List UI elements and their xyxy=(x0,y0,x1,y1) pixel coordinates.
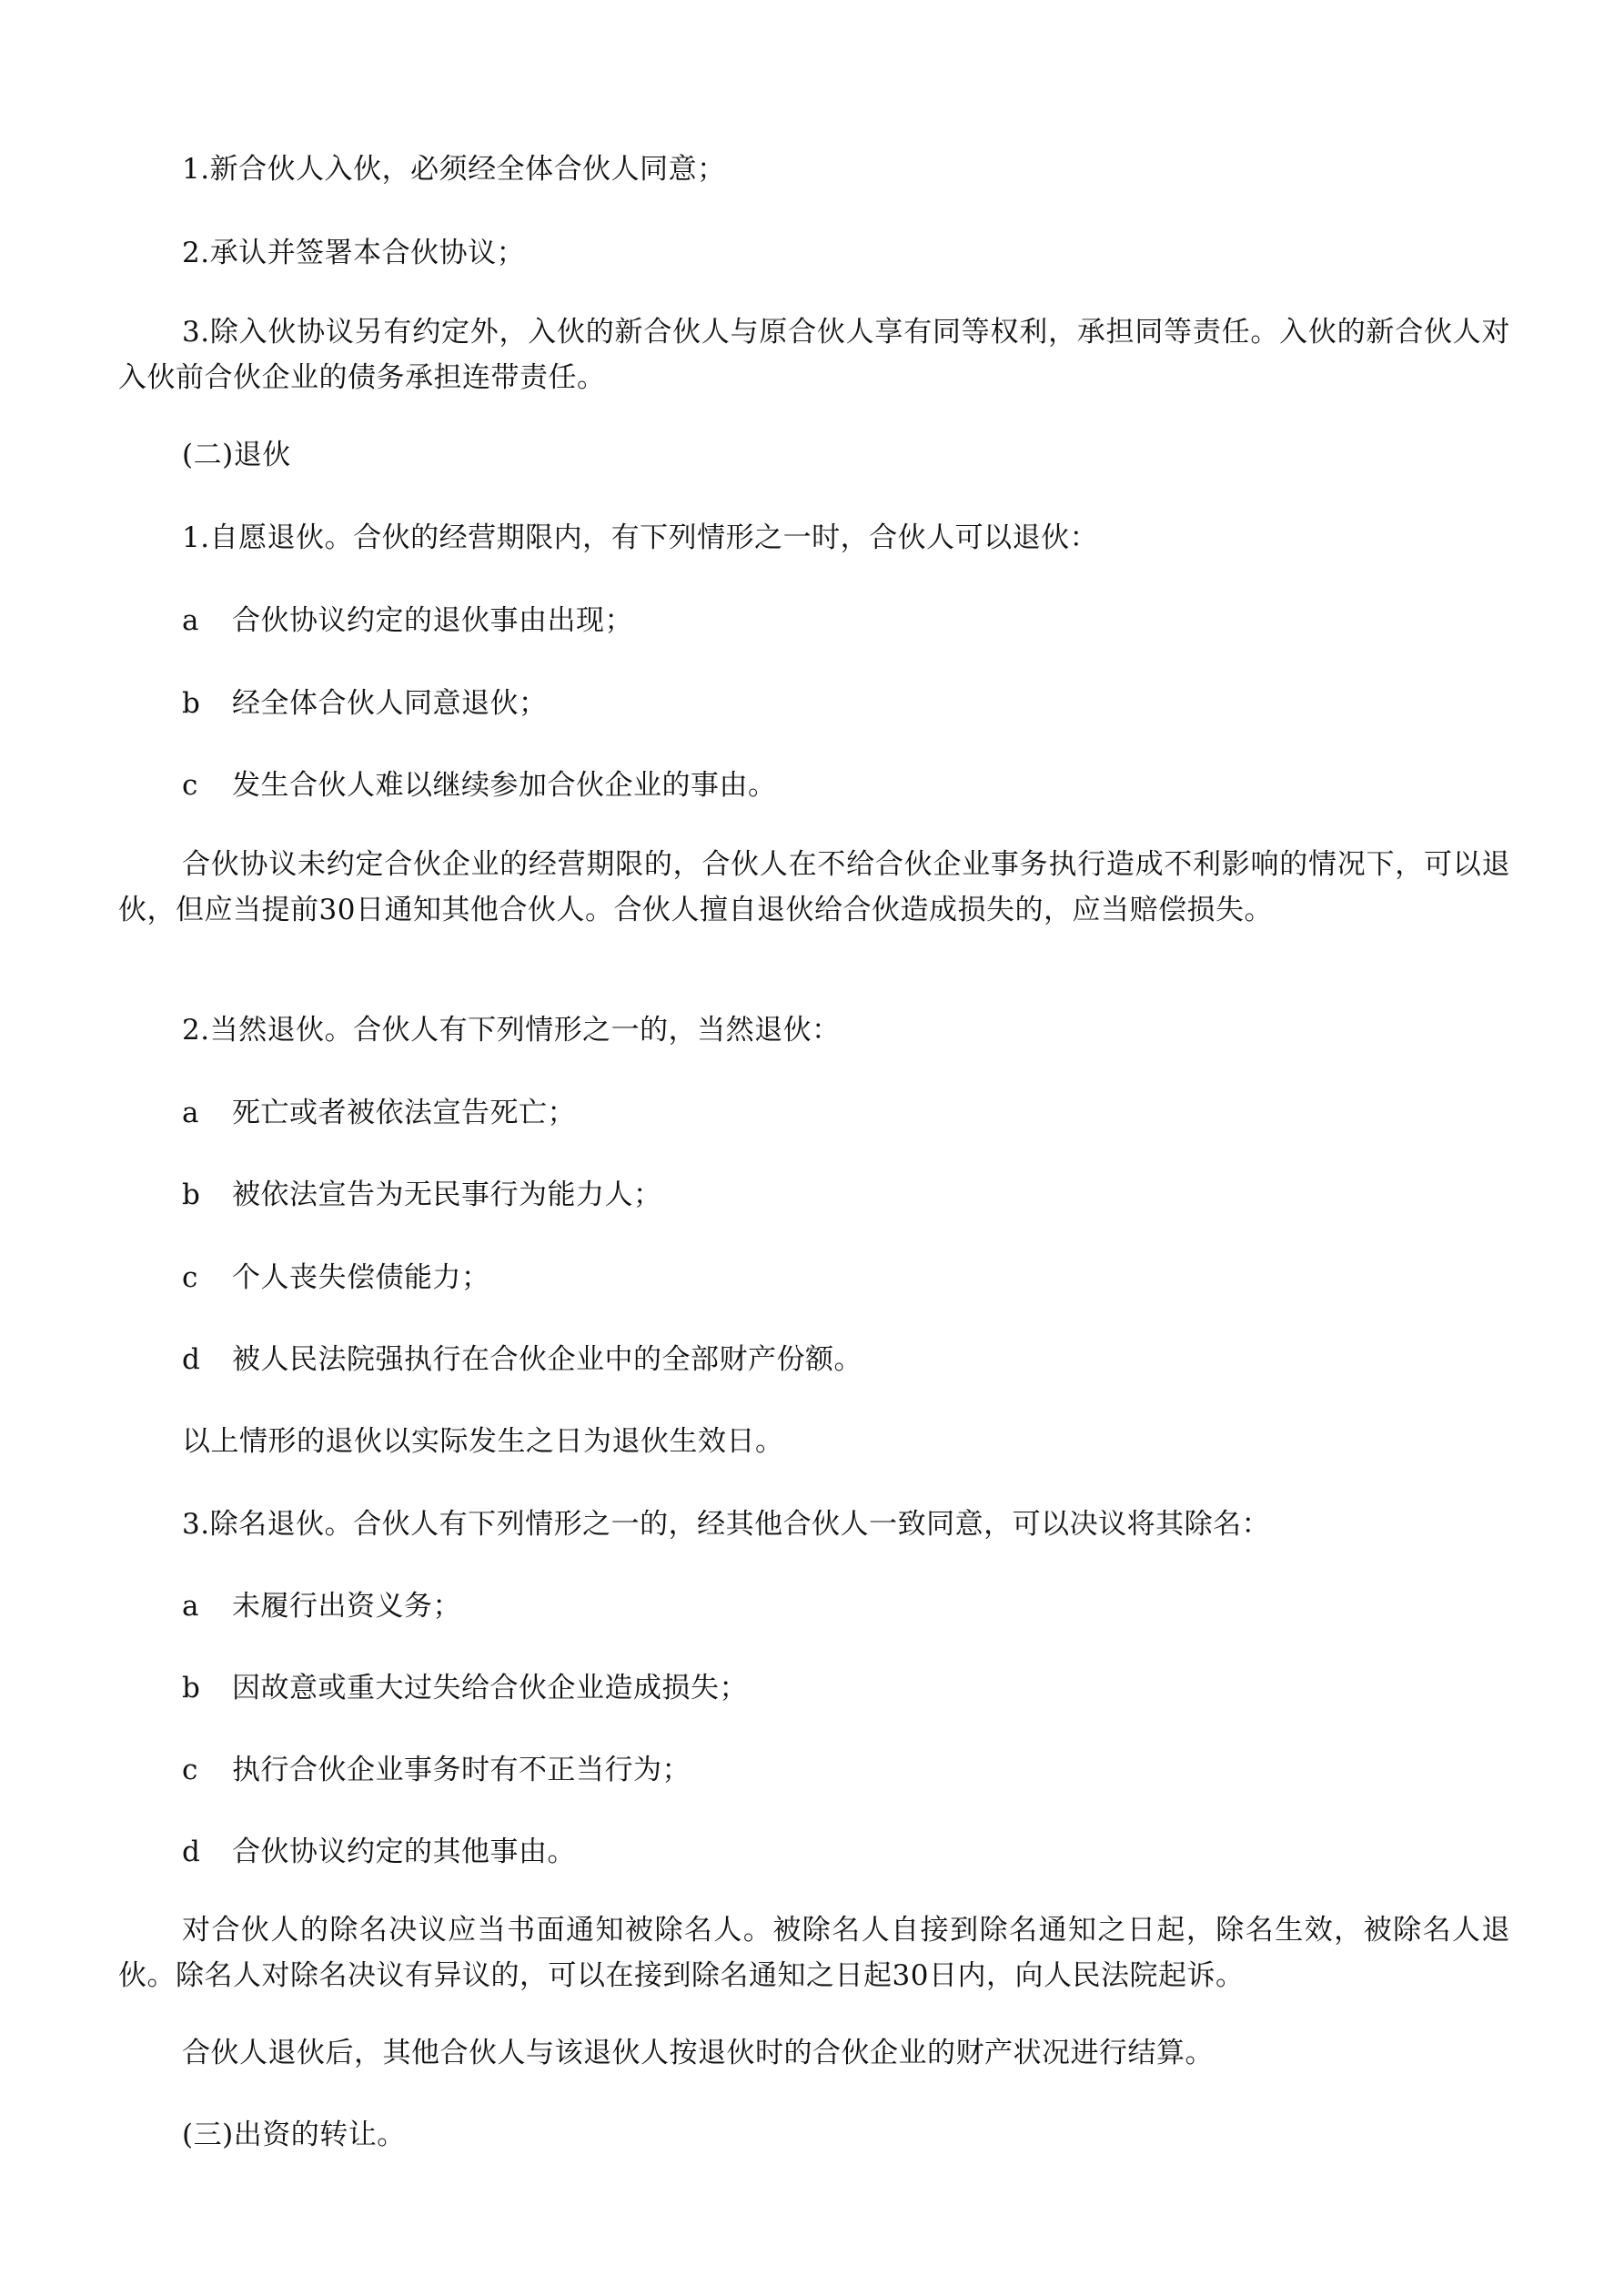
paragraph-equal-rights: 3.除入伙协议另有约定外，入伙的新合伙人与原合伙人享有同等权利，承担同等责任。入伙的新合伙人对入伙前合伙企业的债务承担连带责任。 xyxy=(118,316,1510,394)
list-item-text: 因故意或重大过失给合伙企业造成损失； xyxy=(232,1672,748,1704)
list-item-label: b xyxy=(182,1672,201,1704)
list-item-label: a xyxy=(182,1097,199,1129)
paragraph-effective-date: 以上情形的退伙以实际发生之日为退伙生效日。 xyxy=(182,1425,784,1458)
list-item xyxy=(182,1583,461,1629)
list-item-label: b xyxy=(182,1178,201,1211)
list-item xyxy=(182,1337,862,1382)
list-item-text: 被依法宣告为无民事行为能力人； xyxy=(232,1178,662,1211)
paragraph-sign-agreement: 2.承认并签署本合伙协议； xyxy=(182,237,526,269)
list-item-label: c xyxy=(182,769,198,802)
list-item xyxy=(182,681,548,726)
list-item-label: b xyxy=(182,687,201,720)
list-item xyxy=(182,763,777,808)
paragraph-settlement: 合伙人退伙后，其他合伙人与该退伙人按退伙时的合伙企业的财产状况进行结算。 xyxy=(182,2037,1214,2069)
paragraph-unspecified-term: 合伙协议未约定合伙企业的经营期限的，合伙人在不给合伙企业事务执行造成不利影响的情况下，可以退伙，但应当提前30日通知其他合伙人。合伙人擅自退伙给合伙造成损失的，应当赔偿损失。 xyxy=(118,848,1510,926)
list-item-text: 被人民法院强执行在合伙企业中的全部财产份额。 xyxy=(232,1343,862,1376)
list-item xyxy=(182,1255,490,1300)
paragraph-voluntary-withdrawal: 1.自愿退伙。合伙的经营期限内，有下列情形之一时，合伙人可以退伙： xyxy=(182,521,1099,554)
list-item xyxy=(182,598,633,643)
list-item-text: 未履行出资义务； xyxy=(232,1590,461,1623)
paragraph-expulsion: 3.除名退伙。合伙人有下列情形之一的，经其他合伙人一致同意，可以决议将其除名： xyxy=(182,1508,1271,1541)
list-item-text: 发生合伙人难以继续参加合伙企业的事由。 xyxy=(232,769,777,802)
paragraph-expulsion-notice: 对合伙人的除名决议应当书面通知被除名人。被除名人自接到除名通知之日起，除名生效，被除名人退伙。除名人对除名决议有异议的，可以在接到除名通知之日起30日内，向人民法院起诉。 xyxy=(118,1914,1510,1992)
list-item-text: 死亡或者被依法宣告死亡； xyxy=(232,1097,576,1129)
list-item-label: d xyxy=(182,1343,201,1376)
paragraph-automatic-withdrawal: 2.当然退伙。合伙人有下列情形之一的，当然退伙： xyxy=(182,1014,841,1047)
paragraph-join-consent: 1.新合伙人入伙，必须经全体合伙人同意； xyxy=(182,153,726,186)
list-item-label: c xyxy=(182,1754,198,1786)
list-item xyxy=(182,1665,748,1711)
section-heading-withdrawal: (二)退伙 xyxy=(182,439,291,471)
list-item-label: c xyxy=(182,1261,198,1294)
list-item-label: d xyxy=(182,1836,201,1868)
list-item-text: 合伙协议约定的退伙事由出现； xyxy=(232,604,633,637)
list-item-text: 合伙协议约定的其他事由。 xyxy=(232,1836,576,1868)
list-item-label: a xyxy=(182,1590,199,1623)
list-item-text: 个人丧失偿债能力； xyxy=(232,1261,490,1294)
list-item xyxy=(182,1747,691,1793)
list-item-text: 执行合伙企业事务时有不正当行为； xyxy=(232,1754,691,1786)
list-item-text: 经全体合伙人同意退伙； xyxy=(232,687,548,720)
list-item xyxy=(182,1090,576,1136)
list-item xyxy=(182,1829,576,1875)
section-heading-transfer: (三)出资的转让。 xyxy=(182,2119,406,2151)
list-item xyxy=(182,1172,662,1218)
list-item-label: a xyxy=(182,604,199,637)
